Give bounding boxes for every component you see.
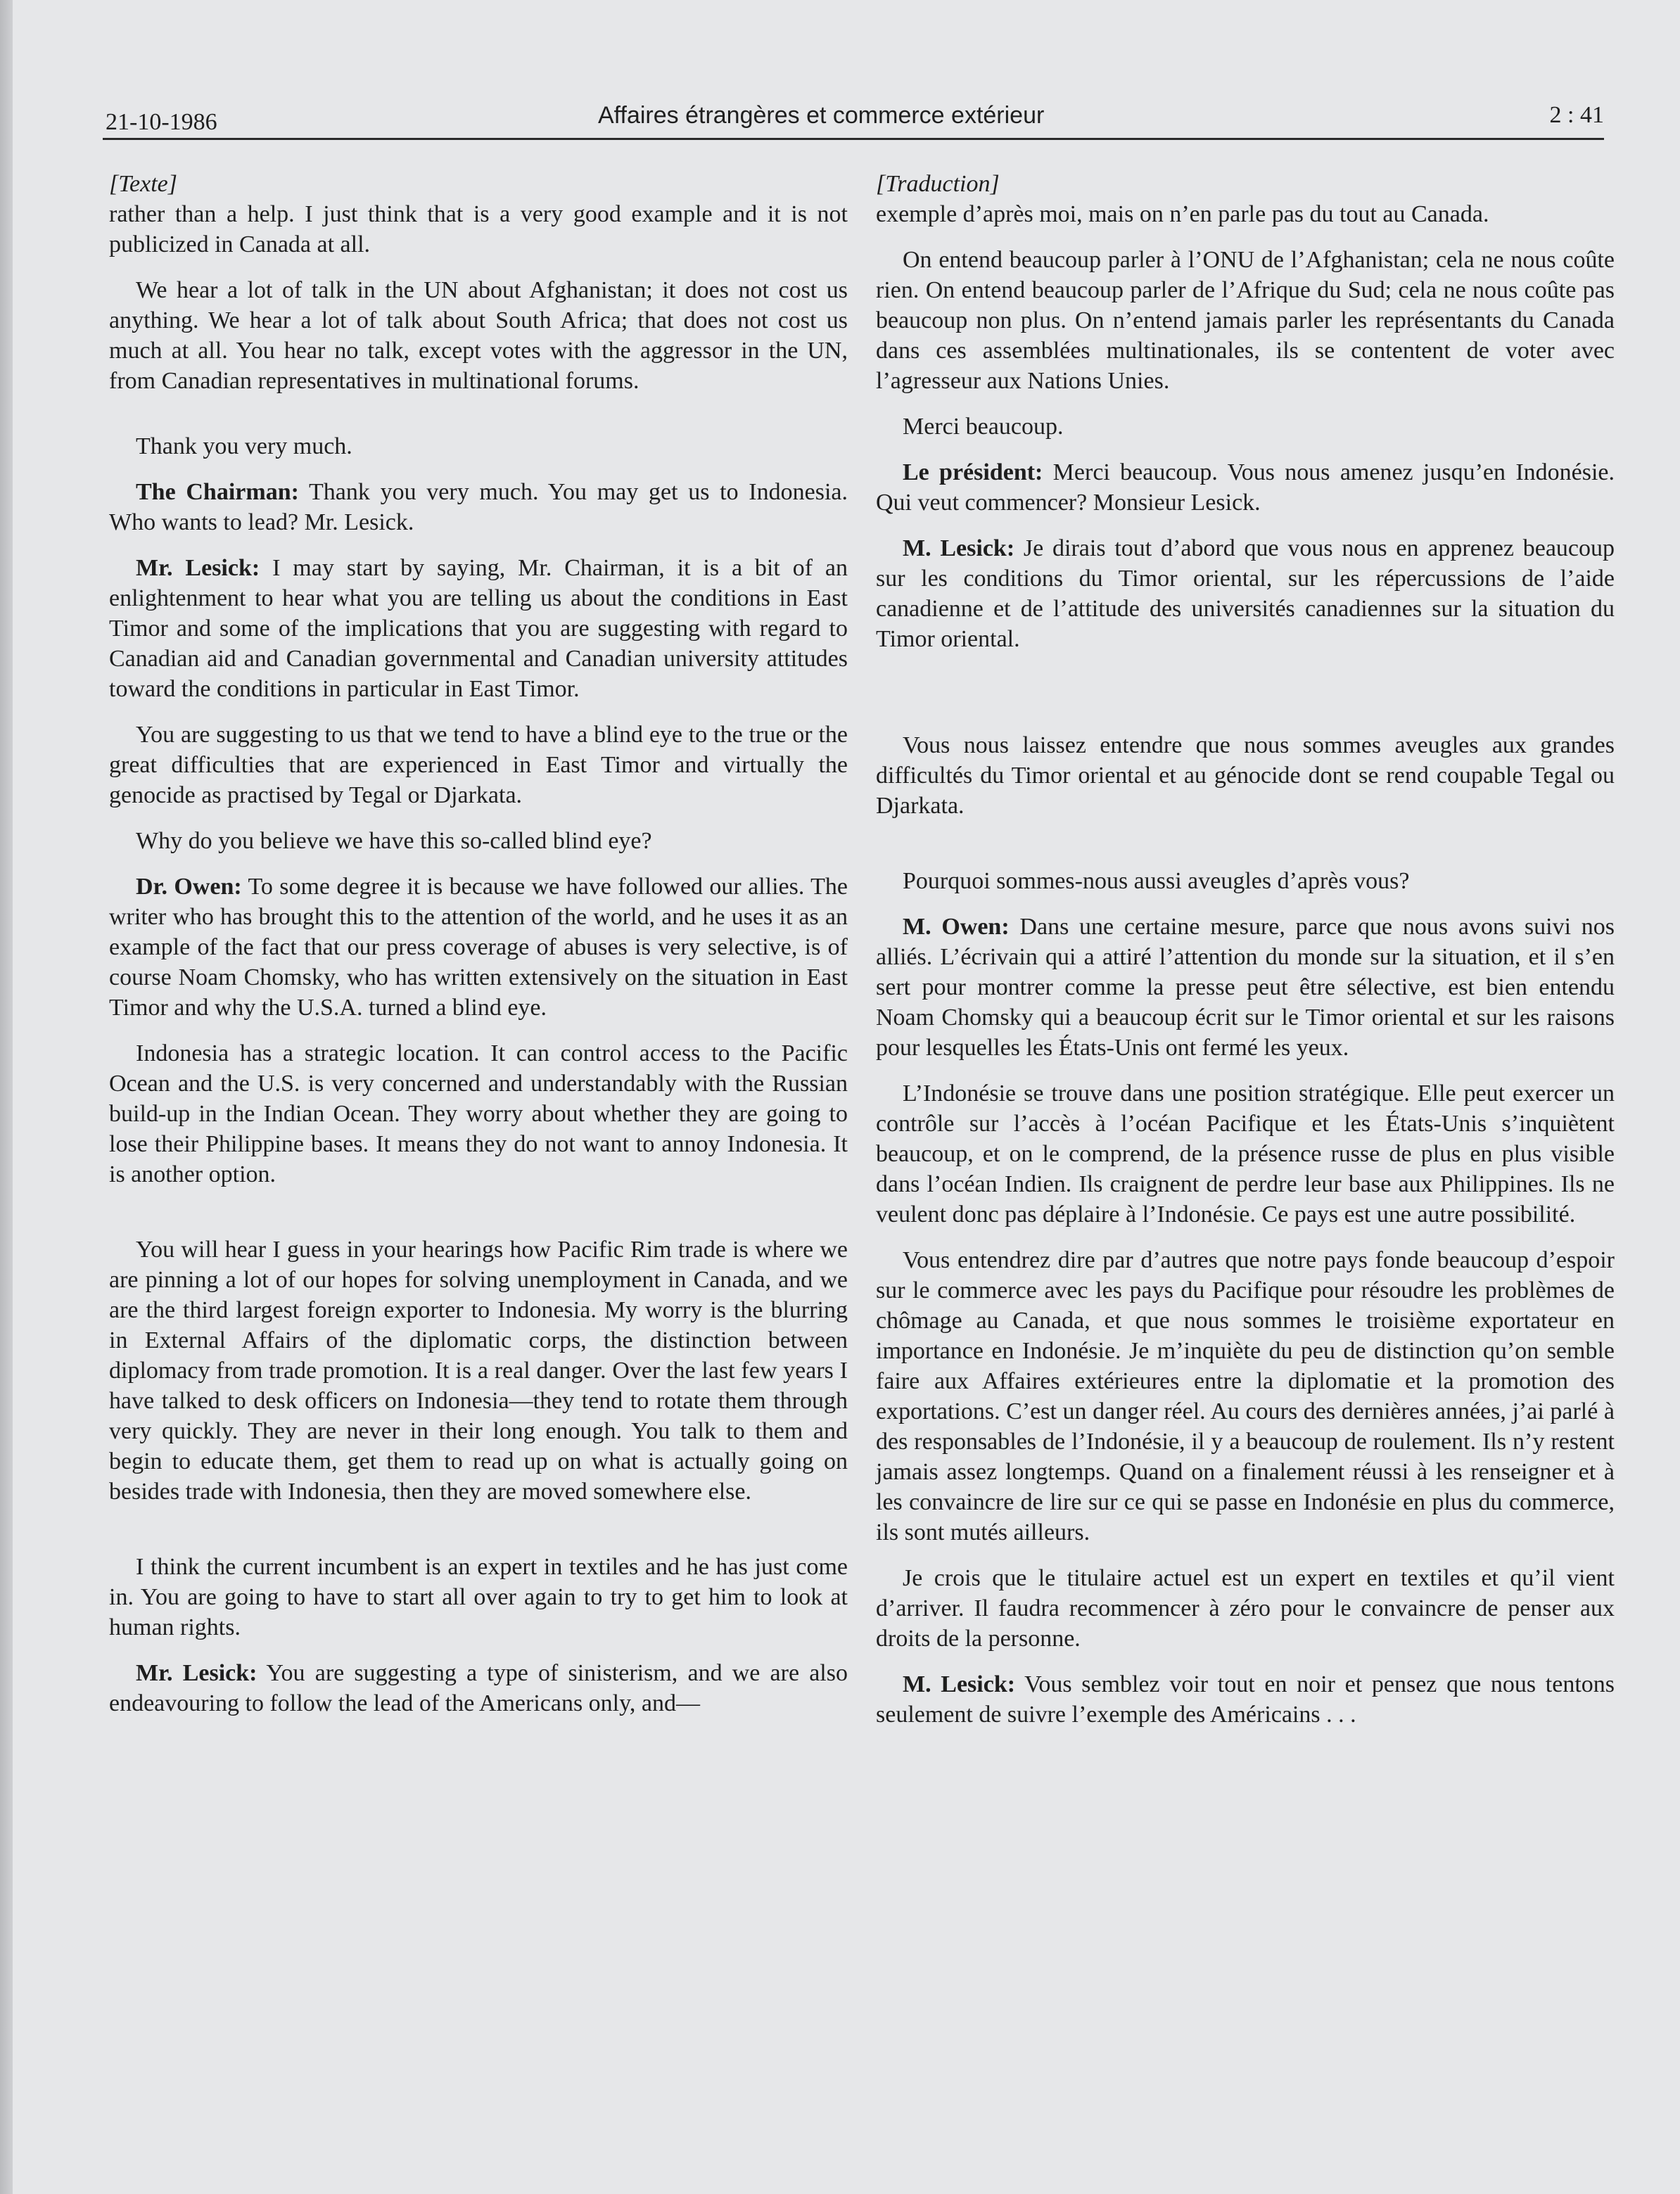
- paragraph: I think the current incumbent is an expert in textiles and he has just come in. You are going to have to start all over again to try to get him to look at human rights.: [109, 1554, 848, 1640]
- section-label-texte: [Texte]: [109, 171, 177, 197]
- french-column: [876, 169, 1615, 1730]
- speaker-name: M. Lesick:: [903, 535, 1015, 561]
- paragraph: L’Indonésie se trouve dans une position stratégique. Elle peut exercer un contrôle sur l’accès à l’océan Pacifique et les États-Unis s’inquiètent beaucoup, et on le comprend, de la présence russe de plus en plus visible dans l’océan Indien. Ils craignent de perdre leur base aux Philippines. Ils ne veulent donc pas déplaire à l’Indonésie. Ce pays est une autre possibilité.: [876, 1080, 1615, 1227]
- paragraph: Indonesia has a strategic location. It can control access to the Pacific Ocean and the U.S. is very concerned and understandably with the Russian build-up in the Indian Ocean. They worry about whether they are going to lose their Philippine bases. It means they do not want to annoy Indonesia. It is another option.: [109, 1040, 848, 1187]
- speaker-name: Mr. Lesick:: [136, 1660, 257, 1686]
- speech-text: Vous semblez voir tout en noir et pensez que nous tentons seulement de suivre l’exemple des Américains . . .: [876, 1671, 1615, 1728]
- speech-text: Je dirais tout d’abord que vous nous en apprenez beaucoup sur les conditions du Timor oriental, sur les répercussions de l’aide canadienne et de l’attitude des universités canadiennes sur la situation du Timor oriental.: [876, 535, 1615, 652]
- speaker-paragraph: [876, 912, 1615, 1063]
- header-rule: [103, 138, 1604, 140]
- paragraph: You are suggesting to us that we tend to have a blind eye to the true or the great difficulties that are experienced in East Timor and virtually the genocide as practised by Tegal or Djarkata.: [109, 722, 848, 808]
- header-page-number: 2 : 41: [1549, 102, 1604, 128]
- speech-text: Dans une certaine mesure, parce que nous avons suivi nos alliés. L’écrivain qui a attiré l’attention du monde sur la situation, et il s’en sert pour montrer comme la presse peut être sélective, est bien entendu Noam Chomsky qui a beaucoup écrit sur le Timor oriental et sur les raisons pour lesquelles les États-Unis ont fermé les yeux.: [876, 914, 1615, 1061]
- speaker-paragraph: [876, 457, 1615, 518]
- header-date: 21-10-1986: [106, 109, 217, 135]
- paragraph: Why do you believe we have this so-called blind eye?: [136, 828, 652, 854]
- paragraph: We hear a lot of talk in the UN about Afghanistan; it does not cost us anything. We hear a lot of talk about South Africa; that does not cost us much at all. You hear no talk, except votes with the aggressor in the UN, from Canadian representatives in multinational forums.: [109, 277, 848, 394]
- paragraph: Thank you very much.: [136, 433, 352, 459]
- paragraph: Je crois que le titulaire actuel est un expert en textiles et qu’il vient d’arriver. Il faudra recommencer à zéro pour le convaincre de penser aux droits de la personne.: [876, 1565, 1615, 1652]
- paragraph: exemple d’après moi, mais on n’en parle pas du tout au Canada.: [876, 201, 1489, 227]
- speaker-paragraph: [109, 1658, 848, 1718]
- paragraph: Vous entendrez dire par d’autres que notre pays fonde beaucoup d’espoir sur le commerce avec les pays du Pacifique pour résoudre les problèmes de chômage au Canada, et que nous sommes le troisième exportateur en importance en Indonésie. Je m’inquiète du peu de distinction qu’on semble faire aux Affaires extérieures entre la diplomatie et la promotion des exportations. C’est un danger réel. Au cours des dernières années, j’ai parlé à des responsables de l’Indonésie, il y a beaucoup de roulement. Ils n’y restent jamais assez longtemps. Quand on a finalement réussi à les renseigner et à les convaincre de lire sur ce qui se passe en Indonésie en plus du commerce, ils sont mutés ailleurs.: [876, 1247, 1615, 1545]
- speaker-name: M. Lesick:: [903, 1671, 1016, 1697]
- speaker-name: M. Owen:: [903, 914, 1010, 940]
- speech-text: Thank you very much. You may get us to Indonesia. Who wants to lead? Mr. Lesick.: [109, 479, 848, 535]
- header-title: Affaires étrangères et commerce extérieur: [598, 102, 1045, 129]
- speaker-name: Dr. Owen:: [136, 874, 242, 900]
- speaker-name: Mr. Lesick:: [136, 555, 260, 581]
- speaker-paragraph: [876, 533, 1615, 654]
- paragraph: On entend beaucoup parler à l’ONU de l’Afghanistan; cela ne nous coûte rien. On entend beaucoup parler de l’Afrique du Sud; cela ne nous coûte pas beaucoup non plus. On n’entend jamais parler les représentants du Canada dans ces assemblées multinationales, ils se contentent de voter avec l’agresseur aux Nations Unies.: [876, 247, 1615, 394]
- english-column: [109, 169, 848, 1718]
- speaker-name: Le président:: [903, 459, 1043, 485]
- speaker-paragraph: [876, 1669, 1615, 1730]
- speaker-paragraph: [109, 477, 848, 537]
- paragraph: rather than a help. I just think that is a very good example and it is not publicized in Canada at all.: [109, 201, 848, 257]
- paragraph: Vous nous laissez entendre que nous sommes aveugles aux grandes difficultés du Timor oriental et au génocide dont se rend coupable Tegal ou Djarkata.: [876, 732, 1615, 819]
- section-label-text: Texte: [118, 171, 168, 197]
- speech-text: To some degree it is because we have followed our allies. The writer who has brought this to the attention of the world, and he uses it as an example of the fact that our press coverage of abuses is very selective, is of course Noam Chomsky, who has written extensively on the situation in East Timor and why the U.S.A. turned a blind eye.: [109, 874, 848, 1021]
- speech-text: Merci beaucoup. Vous nous amenez jusqu’en Indonésie. Qui veut commencer? Monsieur Lesick.: [876, 459, 1615, 516]
- section-label-traduction: [Traduction]: [876, 171, 1000, 197]
- speech-text: I may start by saying, Mr. Chairman, it is a bit of an enlightenment to hear what you are telling us about the conditions in East Timor and some of the implications that you are suggesting with regard to Canadian aid and Canadian governmental and Canadian university attitudes toward the conditions in particular in East Timor.: [109, 555, 848, 702]
- paragraph: Pourquoi sommes-nous aussi aveugles d’après vous?: [903, 868, 1410, 894]
- page-header: [106, 102, 1604, 137]
- paragraph: You will hear I guess in your hearings how Pacific Rim trade is where we are pinning a lot of our hopes for solving unemployment in Canada, and we are the third largest foreign exporter to Indonesia. My worry is the blurring in External Affairs of the diplomatic corps, the distinction between diplomacy from trade promotion. It is a real danger. Over the last few years I have talked to desk officers on Indonesia—they tend to rotate them through very quickly. They are never in their long enough. You talk to them and begin to educate them, get them to read up on what is actually going on besides trade with Indonesia, then they are moved somewhere else.: [109, 1237, 848, 1505]
- page-spine: [0, 0, 13, 2194]
- speaker-paragraph: [109, 553, 848, 704]
- section-label-text: Traduction: [885, 171, 991, 197]
- speaker-name: The Chairman:: [136, 479, 299, 505]
- paragraph: Merci beaucoup.: [903, 414, 1064, 440]
- speaker-paragraph: [109, 872, 848, 1023]
- speech-text: You are suggesting a type of sinisterism, and we are also endeavouring to follow the lead of the Americans only, and—: [109, 1660, 848, 1716]
